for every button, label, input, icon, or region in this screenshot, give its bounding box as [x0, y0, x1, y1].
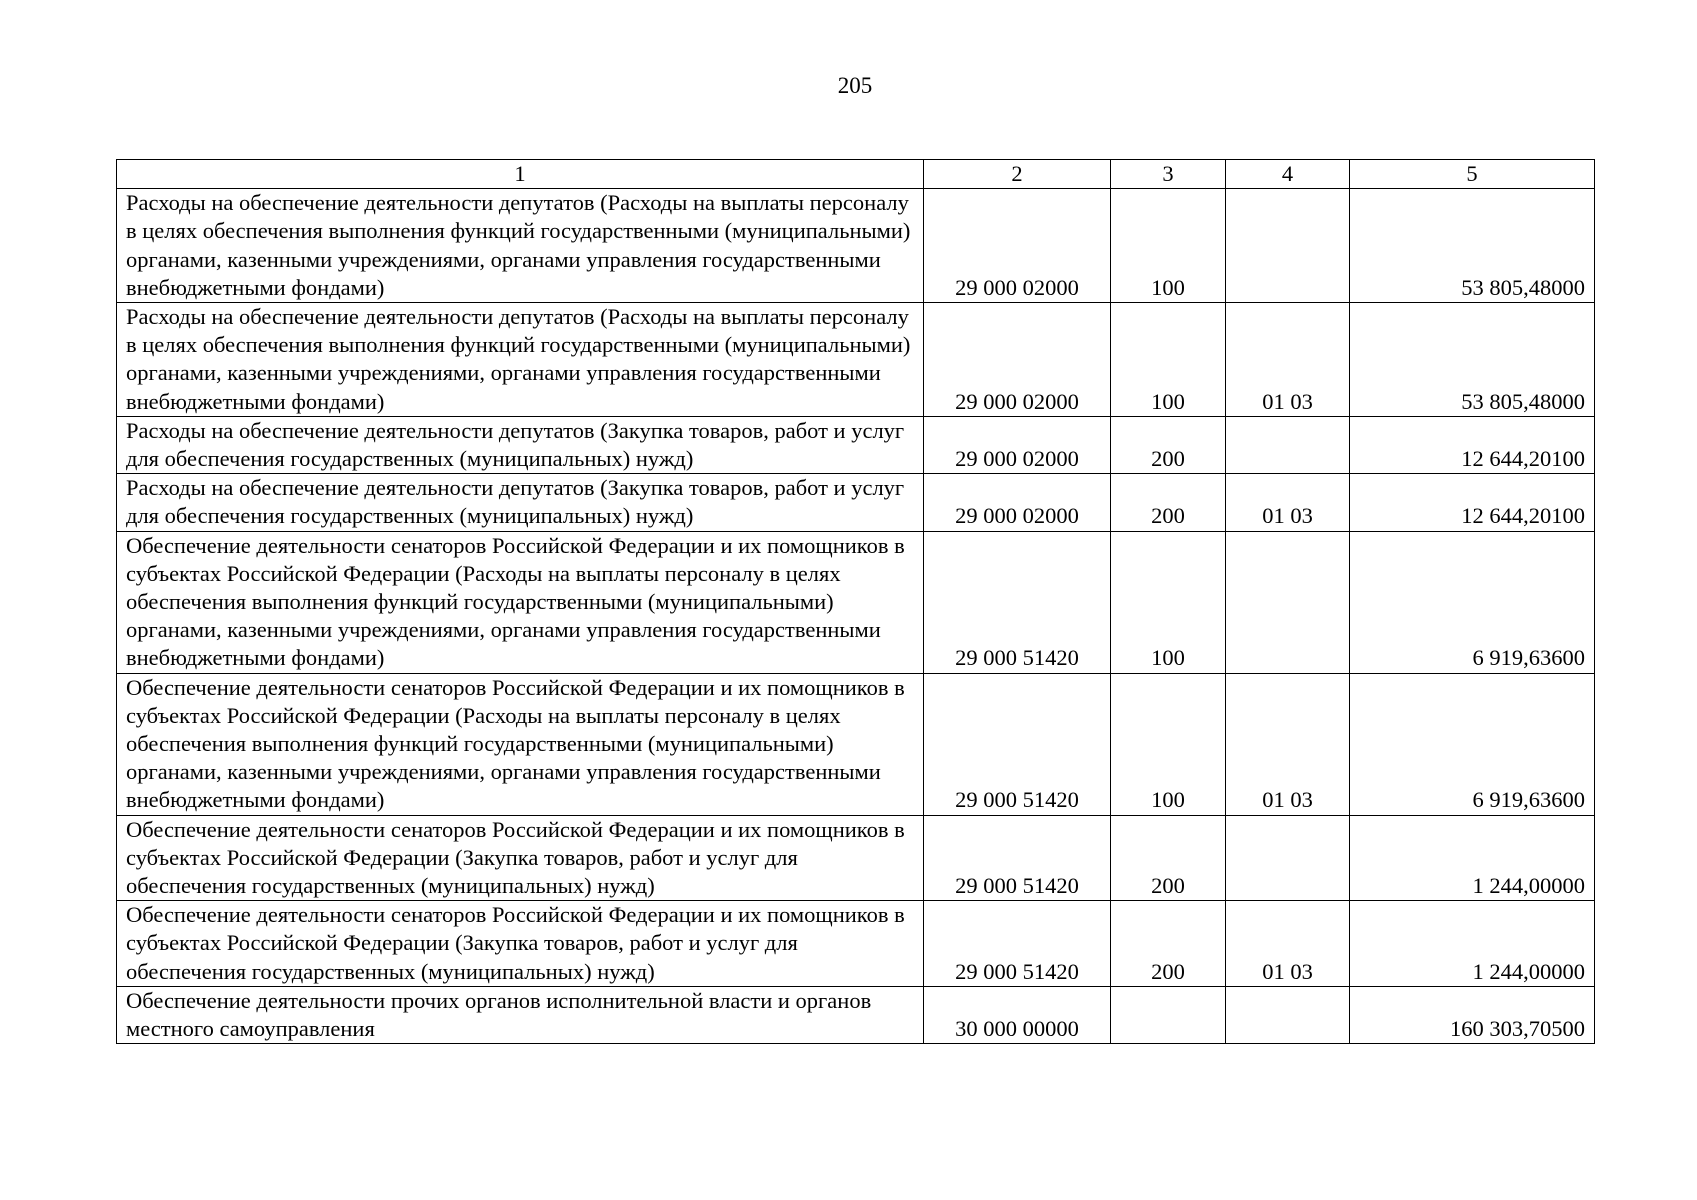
row-expense-type: 200 — [1111, 416, 1226, 473]
row-section-code: 01 03 — [1226, 474, 1350, 531]
row-amount: 53 805,48000 — [1350, 189, 1595, 303]
budget-table — [116, 159, 1595, 1044]
row-section-code — [1226, 531, 1350, 673]
row-description: Расходы на обеспечение деятельности депутатов (Закупка товаров, работ и услуг для обеспечения государственных (муниципальных) нужд) — [117, 474, 924, 531]
table-row — [117, 303, 1595, 417]
row-expense-type: 200 — [1111, 901, 1226, 987]
row-description: Обеспечение деятельности сенаторов Российской Федерации и их помощников в субъектах Российской Федерации (Закупка товаров, работ и услуг для обеспечения государственных (муниципальных) нужд) — [117, 815, 924, 901]
table-row — [117, 189, 1595, 303]
column-header: 3 — [1111, 160, 1226, 189]
row-amount: 6 919,63600 — [1350, 531, 1595, 673]
table-row — [117, 474, 1595, 531]
row-target-code: 29 000 02000 — [924, 474, 1111, 531]
row-target-code: 29 000 51420 — [924, 901, 1111, 987]
column-header: 2 — [924, 160, 1111, 189]
row-section-code: 01 03 — [1226, 673, 1350, 815]
row-target-code: 29 000 51420 — [924, 531, 1111, 673]
row-amount: 1 244,00000 — [1350, 815, 1595, 901]
column-header: 1 — [117, 160, 924, 189]
row-section-code: 01 03 — [1226, 303, 1350, 417]
table-row — [117, 986, 1595, 1043]
row-amount: 12 644,20100 — [1350, 416, 1595, 473]
page-number: 205 — [837, 73, 873, 98]
row-target-code: 29 000 51420 — [924, 815, 1111, 901]
table-row — [117, 673, 1595, 815]
row-expense-type — [1111, 986, 1226, 1043]
row-section-code — [1226, 189, 1350, 303]
row-description: Обеспечение деятельности прочих органов исполнительной власти и органов местного самоуправления — [117, 986, 924, 1043]
column-header: 5 — [1350, 160, 1595, 189]
row-description: Обеспечение деятельности сенаторов Российской Федерации и их помощников в субъектах Российской Федерации (Расходы на выплаты персоналу в целях обеспечения выполнения функций государственными (муниципальными) органами, казенными учреждениями, органами управления государственными внебюджетными фондами) — [117, 673, 924, 815]
row-target-code: 30 000 00000 — [924, 986, 1111, 1043]
row-amount: 53 805,48000 — [1350, 303, 1595, 417]
table-row — [117, 531, 1595, 673]
row-description: Обеспечение деятельности сенаторов Российской Федерации и их помощников в субъектах Российской Федерации (Закупка товаров, работ и услуг для обеспечения государственных (муниципальных) нужд) — [117, 901, 924, 987]
row-amount: 160 303,70500 — [1350, 986, 1595, 1043]
table-row — [117, 901, 1595, 987]
row-target-code: 29 000 51420 — [924, 673, 1111, 815]
row-expense-type: 100 — [1111, 303, 1226, 417]
row-amount: 12 644,20100 — [1350, 474, 1595, 531]
row-expense-type: 100 — [1111, 673, 1226, 815]
row-expense-type: 200 — [1111, 815, 1226, 901]
table-header-row — [117, 160, 1595, 189]
row-expense-type: 200 — [1111, 474, 1226, 531]
table-row — [117, 416, 1595, 473]
row-description: Расходы на обеспечение деятельности депутатов (Расходы на выплаты персоналу в целях обеспечения выполнения функций государственными (муниципальными) органами, казенными учреждениями, органами управления государственными внебюджетными фондами) — [117, 303, 924, 417]
row-section-code: 01 03 — [1226, 901, 1350, 987]
row-section-code — [1226, 986, 1350, 1043]
row-amount: 1 244,00000 — [1350, 901, 1595, 987]
row-target-code: 29 000 02000 — [924, 189, 1111, 303]
row-description: Расходы на обеспечение деятельности депутатов (Закупка товаров, работ и услуг для обеспечения государственных (муниципальных) нужд) — [117, 416, 924, 473]
row-expense-type: 100 — [1111, 189, 1226, 303]
row-section-code — [1226, 815, 1350, 901]
row-expense-type: 100 — [1111, 531, 1226, 673]
row-target-code: 29 000 02000 — [924, 416, 1111, 473]
row-description: Обеспечение деятельности сенаторов Российской Федерации и их помощников в субъектах Российской Федерации (Расходы на выплаты персоналу в целях обеспечения выполнения функций государственными (муниципальными) органами, казенными учреждениями, органами управления государственными внебюджетными фондами) — [117, 531, 924, 673]
row-amount: 6 919,63600 — [1350, 673, 1595, 815]
row-description: Расходы на обеспечение деятельности депутатов (Расходы на выплаты персоналу в целях обеспечения выполнения функций государственными (муниципальными) органами, казенными учреждениями, органами управления государственными внебюджетными фондами) — [117, 189, 924, 303]
column-header: 4 — [1226, 160, 1350, 189]
table-row — [117, 815, 1595, 901]
row-target-code: 29 000 02000 — [924, 303, 1111, 417]
row-section-code — [1226, 416, 1350, 473]
